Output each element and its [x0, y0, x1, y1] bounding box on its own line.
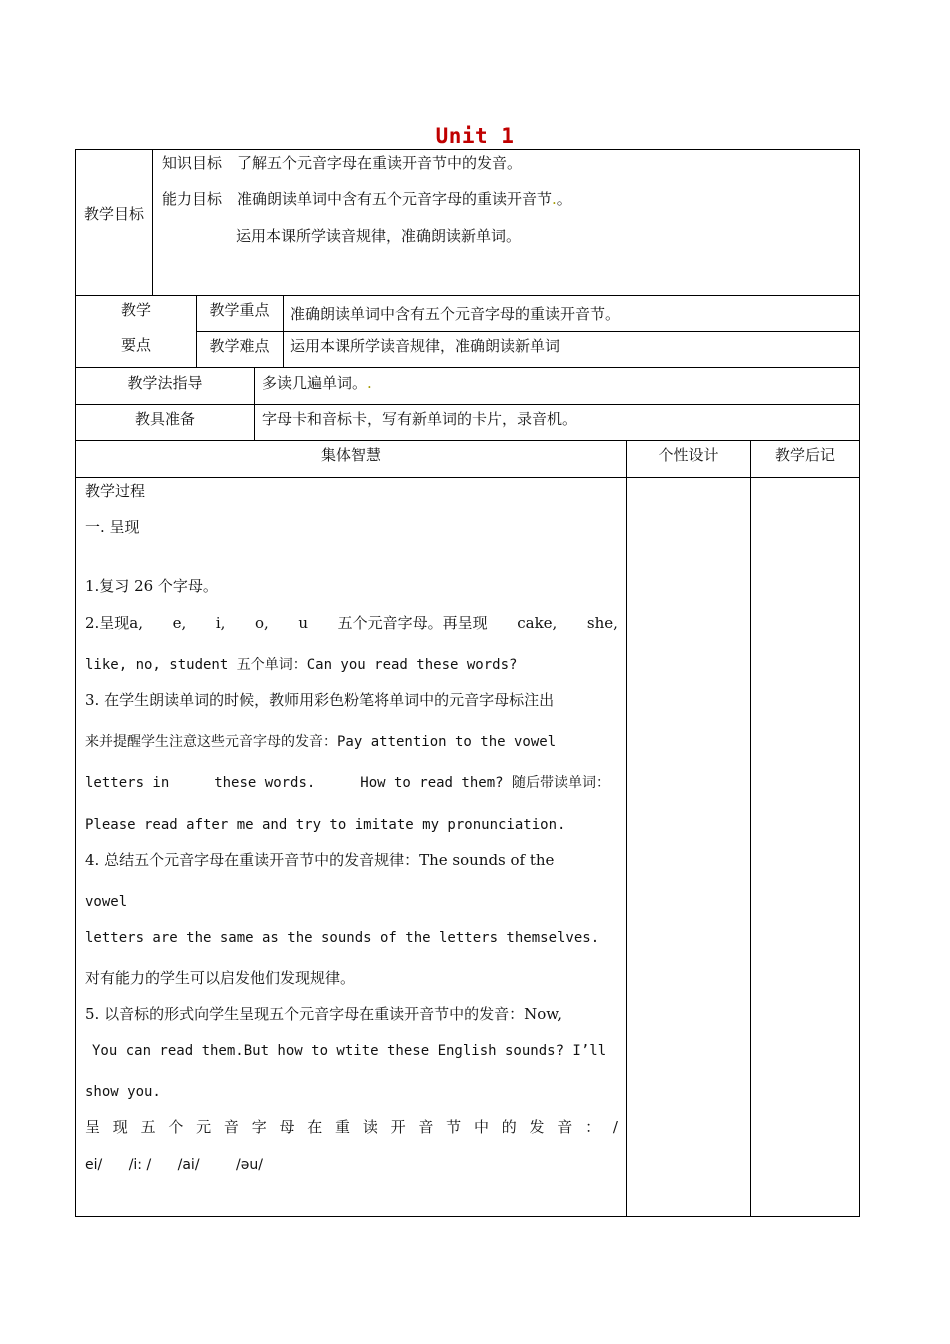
column-divider — [750, 440, 751, 1216]
step-3-line-1: 3. 在学生朗读单词的时候，教师用彩色粉笔将单词中的元音字母标注出 — [85, 691, 555, 709]
step-3-line-2: 来并提醒学生注意这些元音字母的发音：Pay attention to the vowel — [85, 734, 557, 750]
lesson-plan-table — [75, 149, 860, 1217]
difficulty-label: 教学难点 — [209, 337, 270, 355]
row-divider — [76, 295, 859, 296]
focus-text: 准确朗读单词中含有五个元音字母的重读开音节。 — [290, 305, 621, 323]
step-1: 1.复习 26 个字母。 — [85, 577, 218, 595]
key-points-label-2: 要点 — [120, 336, 151, 354]
row-divider — [76, 367, 859, 368]
column-divider — [283, 295, 284, 367]
column-divider — [152, 150, 153, 295]
row-divider — [76, 477, 859, 478]
method-label: 教学法指导 — [127, 374, 203, 392]
row-divider — [196, 331, 859, 332]
step-2-line-2: like, no, student 五个单词：Can you read these words? — [85, 657, 518, 673]
key-points-label-1: 教学 — [120, 301, 151, 319]
column-divider — [626, 440, 627, 1216]
step-5-line-1: 5. 以音标的形式向学生呈现五个元音字母在重读开音节中的发音：Now, — [85, 1005, 563, 1023]
phonetic-symbols: ei/ /i: / /ai/ /əu/ — [85, 1157, 263, 1173]
step-4-line-4: 对有能力的学生可以启发他们发现规律。 — [85, 969, 356, 987]
column-header-notes: 教学后记 — [774, 446, 835, 464]
step-3-line-3: letters in these words. How to read them? 随后带读单词： — [85, 775, 610, 791]
section-heading: 一. 呈现 — [85, 518, 140, 536]
ability-goal: 能力目标 准确朗读单词中含有五个元音字母的重读开音节.。 — [162, 190, 572, 208]
step-4-line-3: letters are the same as the sounds of the letters themselves. — [85, 930, 600, 946]
row-divider — [76, 440, 859, 441]
step-4-line-2: vowel — [85, 894, 128, 910]
process-heading: 教学过程 — [85, 482, 146, 500]
goals-label: 教学目标 — [84, 205, 145, 223]
row-divider — [76, 404, 859, 405]
column-header-personal: 个性设计 — [658, 446, 719, 464]
tools-text: 字母卡和音标卡，写有新单词的卡片，录音机。 — [262, 410, 578, 428]
column-header-collective: 集体智慧 — [320, 446, 381, 464]
step-5-line-4: 呈 现 五 个 元 音 字 母 在 重 读 开 音 节 中 的 发 音 ： / — [85, 1118, 618, 1136]
method-text: 多读几遍单词。. — [262, 374, 372, 392]
knowledge-goal: 知识目标 了解五个元音字母在重读开音节中的发音。 — [162, 154, 523, 172]
page-title: Unit 1 — [435, 124, 515, 148]
tools-label: 教具准备 — [134, 410, 195, 428]
column-divider — [254, 367, 255, 440]
step-3-line-4: Please read after me and try to imitate my pronunciation. — [85, 817, 566, 833]
step-5-line-2: You can read them.But how to wtite these English sounds? I’ll — [92, 1043, 607, 1059]
focus-label: 教学重点 — [209, 301, 270, 319]
step-2-line-1: 2.呈现a, e, i, o, u 五个元音字母。再呈现 cake, she, — [85, 614, 618, 632]
step-5-line-3: show you. — [85, 1084, 161, 1100]
ability-goal-extra: 运用本课所学读音规律，准确朗读新单词。 — [236, 227, 522, 245]
difficulty-text: 运用本课所学读音规律，准确朗读新单词 — [290, 337, 561, 355]
step-4-line-1: 4. 总结五个元音字母在重读开音节中的发音规律：The sounds of the — [85, 851, 555, 869]
